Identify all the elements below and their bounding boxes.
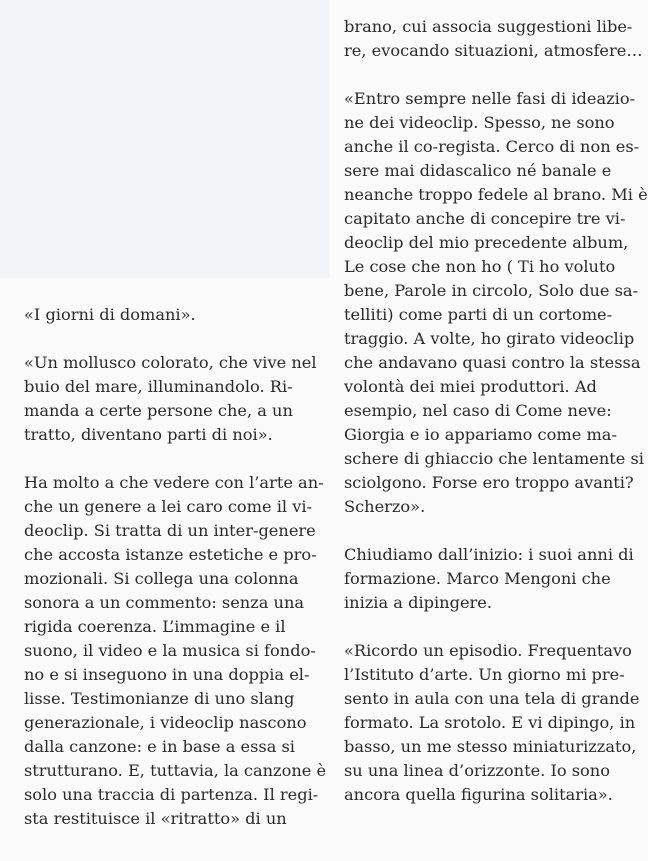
text-line: «Un mollusco colorato, che vive nel — [24, 353, 317, 372]
paragraph — [24, 303, 324, 327]
text-line: tratto, diventano parti di noi». — [24, 425, 273, 444]
text-line: anche il co-regista. Cerco di non es- — [344, 137, 640, 156]
paragraph — [344, 543, 644, 615]
paragraph — [344, 87, 648, 519]
text-line: sta restituisce il «ritratto» di un — [24, 809, 287, 828]
text-line: sonora a un commento: senza una — [24, 593, 305, 612]
article-image-placeholder — [0, 0, 330, 278]
text-line: su una linea d’orizzonte. Io sono — [344, 761, 610, 780]
text-line: deoclip. Si tratta di un inter-genere — [24, 521, 316, 540]
text-line: brano, cui associa suggestioni libe- — [344, 17, 633, 36]
text-line: traggio. A volte, ho girato videoclip — [344, 329, 635, 348]
paragraph — [24, 351, 324, 447]
text-line: mozionali. Si collega una colonna — [24, 569, 299, 588]
text-line: manda a certe persone che, a un — [24, 401, 293, 420]
text-line: Chiudiamo dall’inizio: i suoi anni di — [344, 545, 634, 564]
text-line: l’Istituto d’arte. Un giorno mi pre- — [344, 665, 625, 684]
text-line: solo una traccia di partenza. Il regi- — [24, 785, 319, 804]
text-line: che accosta istanze estetiche e pro- — [24, 545, 317, 564]
text-line: Giorgia e io appariamo come ma- — [344, 425, 617, 444]
text-line: no e si inseguono in una doppia el- — [24, 665, 310, 684]
text-line: schere di ghiaccio che lentamente si — [344, 449, 644, 468]
paragraph — [24, 471, 327, 831]
text-line: buio del mare, illuminandolo. Ri- — [24, 377, 293, 396]
text-line: formazione. Marco Mengoni che — [344, 569, 611, 588]
text-line: Ha molto a che vedere con l’arte an- — [24, 473, 324, 492]
text-line: sciolgono. Forse ero troppo avanti? — [344, 473, 634, 492]
text-line: suono, il video e la musica si fondo- — [24, 641, 316, 660]
text-line: bene, Parole in circolo, Solo due sa- — [344, 281, 639, 300]
text-line: che un genere a lei caro come il vi- — [24, 497, 313, 516]
text-line: rigida coerenza. L’immagine e il — [24, 617, 286, 636]
paragraph — [344, 15, 644, 63]
left-column — [24, 303, 327, 855]
text-line: formato. La srotolo. E vi dipingo, in — [344, 713, 636, 732]
text-line: basso, un me stesso miniaturizzato, — [344, 737, 637, 756]
text-line: sere mai didascalico né banale e — [344, 161, 612, 180]
text-line: generazionale, i videoclip nascono — [24, 713, 307, 732]
text-line: «Entro sempre nelle fasi di ideazio- — [344, 89, 636, 108]
text-line: «Ricordo un episodio. Frequentavo — [344, 641, 632, 660]
text-line: ancora quella figurina solitaria». — [344, 785, 613, 804]
text-line: deoclip del mio precedente album, — [344, 233, 629, 252]
text-line: inizia a dipingere. — [344, 593, 492, 612]
text-line: capitato anche di concepire tre vi- — [344, 209, 626, 228]
text-line: Scherzo». — [344, 497, 426, 516]
text-line: ne dei videoclip. Spesso, ne sono — [344, 113, 615, 132]
right-column — [344, 15, 648, 831]
text-line: re, evocando situazioni, atmosfere… — [344, 41, 643, 60]
text-line: strutturano. E, tuttavia, la canzone è — [24, 761, 327, 780]
text-line: dalla canzone: e in base a essa si — [24, 737, 295, 756]
text-line: Le cose che non ho ( Ti ho voluto — [344, 257, 616, 276]
text-line: telliti) come parti di un cortome- — [344, 305, 613, 324]
text-line: esempio, nel caso di Come neve: — [344, 401, 612, 420]
text-line: neanche troppo fedele al brano. Mi è — [344, 185, 648, 204]
text-line: lisse. Testimonianze di uno slang — [24, 689, 295, 708]
text-line: che andavano quasi contro la stessa — [344, 353, 641, 372]
text-line: volontà dei miei produttori. Ad — [344, 377, 597, 396]
paragraph — [344, 639, 644, 807]
text-line: «I giorni di domani». — [24, 305, 196, 324]
text-line: sento in aula con una tela di grande — [344, 689, 640, 708]
